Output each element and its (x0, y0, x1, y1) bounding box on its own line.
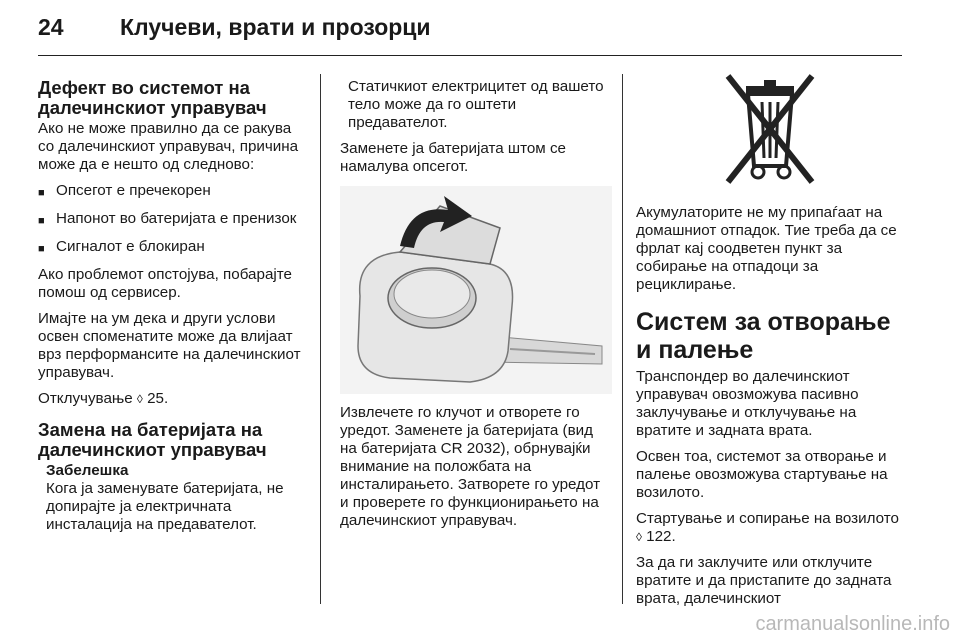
page-title: Клучеви, врати и прозорци (120, 14, 431, 40)
paragraph: Транспондер во далечинскиот управувач овозможува пасивно заклучување и отклучување на вратите и задната врата. (636, 368, 859, 439)
paragraph: Статичкиот електрицитет од вашето тело може да го оштети предавателот. (348, 78, 604, 131)
list-item (38, 238, 310, 258)
list-item-text: Опсегот е пречекорен (56, 182, 211, 199)
bullet-square-icon: ■ (38, 243, 45, 255)
reference-arrow-icon: ◊ (636, 530, 642, 544)
paragraph: Имајте на ум дека и други услови освен споменатите може да влијаат врз перформансите на далечинскиот управувач. (38, 310, 301, 381)
cross-reference (636, 510, 904, 546)
bullet-square-icon: ■ (38, 187, 45, 199)
column-divider-2 (622, 74, 623, 604)
paragraph: Освен тоа, системот за отворање и палење овозможува стартување на возилото. (636, 448, 888, 501)
page-header (38, 14, 431, 46)
note-heading: Забелешка (46, 462, 129, 479)
section-heading-remote-fault: Дефект во системот на далечинскиот управувач (38, 77, 267, 118)
paragraph: Извлечете го клучот и отворете го уредот. Заменете ја батеријата (вид на батеријата CR 2032), обрнувајќи внимание на положбата на инсталирањето. Затворете го уредот и проверете го функционирањето на далечинскиот управувач. (340, 404, 601, 529)
cross-reference-page[interactable]: 122. (641, 528, 676, 545)
cross-reference-text: Отклучување (38, 390, 137, 407)
list-item-text: Напонот во батеријата е пренизок (56, 210, 297, 227)
paragraph: Ако проблемот опстојува, побарајте помош од сервисер. (38, 266, 292, 301)
column-divider-1 (320, 74, 321, 604)
cross-reference-text: Стартување и сопирање на возилото (636, 510, 899, 527)
header-divider (38, 55, 902, 56)
list-item (38, 210, 310, 230)
note-text: Кога ја заменувате батеријата, не допирајте ја електричната инсталација на предавателот. (46, 480, 284, 533)
cross-reference-page[interactable]: 25. (142, 390, 169, 407)
column-1 (38, 78, 310, 542)
paragraph: Заменете ја батеријата штом се намалува опсегот. (340, 140, 567, 175)
bullet-square-icon: ■ (38, 215, 45, 227)
column-3 (636, 70, 904, 616)
section-heading-battery-replace: Замена на батеријата на далечинскиот управувач (38, 419, 267, 460)
paragraph: Акумулаторите не му припаѓаат на домашниот отпадок. Тие треба да се фрлат кај соодветен пункт за собирање на отпадоци за рециклирање. (636, 204, 897, 293)
column-2 (340, 78, 612, 538)
paragraph: За да ги заклучите или отклучите вратите и да пристапите до задната врата, далечинскиот (636, 554, 892, 607)
key-battery-illustration (340, 186, 612, 394)
key-fob-image (340, 186, 612, 394)
list-item (38, 182, 310, 202)
cross-reference (38, 390, 310, 408)
reference-arrow-icon: ◊ (136, 392, 143, 406)
note-block (38, 462, 310, 534)
watermark-text: carmanualsonline.info (755, 613, 950, 635)
paragraph: Ако не може правилно да се ракува со далечинскиот управувач, причина може да е нешто од следново: (38, 120, 299, 173)
section-heading-open-start-system: Систем за отворање и палење (636, 308, 891, 364)
crossed-out-bin-icon (710, 70, 830, 190)
list-item-text: Сигналот е блокиран (56, 238, 205, 255)
page-number: 24 (38, 14, 64, 40)
